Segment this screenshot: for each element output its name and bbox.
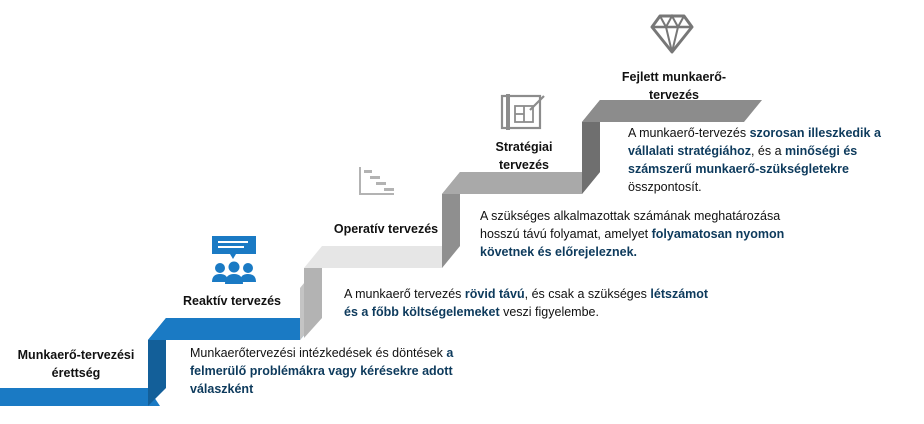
step-3-top [442,172,600,194]
step-desc-maturity: Munkaerőtervezési intézkedések és döntések a felmerülő problémákra vagy kérésekre adott válaszként [190,346,454,396]
people-chat-icon [210,236,258,286]
blueprint-icon [500,92,546,132]
step-desc-strategic: A munkaerő-tervezés szorosan illeszkedik a vállalati stratégiához, és a minőségi és számszerű munkaerő-szükségletekre összpontosít. [628,126,881,194]
step-label-reactive: Reaktív tervezés [183,294,281,308]
step-1-tread [0,388,160,406]
gantt-chart-icon [358,166,396,196]
step-2-top [304,246,460,268]
step-2-riser-front [304,268,322,338]
step-label-maturity: Munkaerő-tervezési érettség [17,348,135,380]
step-label-operative: Operatív tervezés [333,222,439,236]
step-label-advanced: Fejlett munkaerő-tervezés [621,70,727,102]
diamond-icon [650,14,694,54]
step-label-strategic: Stratégiai tervezés [495,140,553,172]
step-1-top [148,318,318,340]
step-desc-operative: A szükséges alkalmazottak számának meghatározása hosszú távú folyamat, amelyet folyamatosan nyomon követnek és előrejeleznek. [480,209,785,259]
step-desc-reactive: A munkaerő tervezés rövid távú, és csak a szükséges létszámot és a főbb költségelemeket veszi figyelembe. [344,287,709,319]
